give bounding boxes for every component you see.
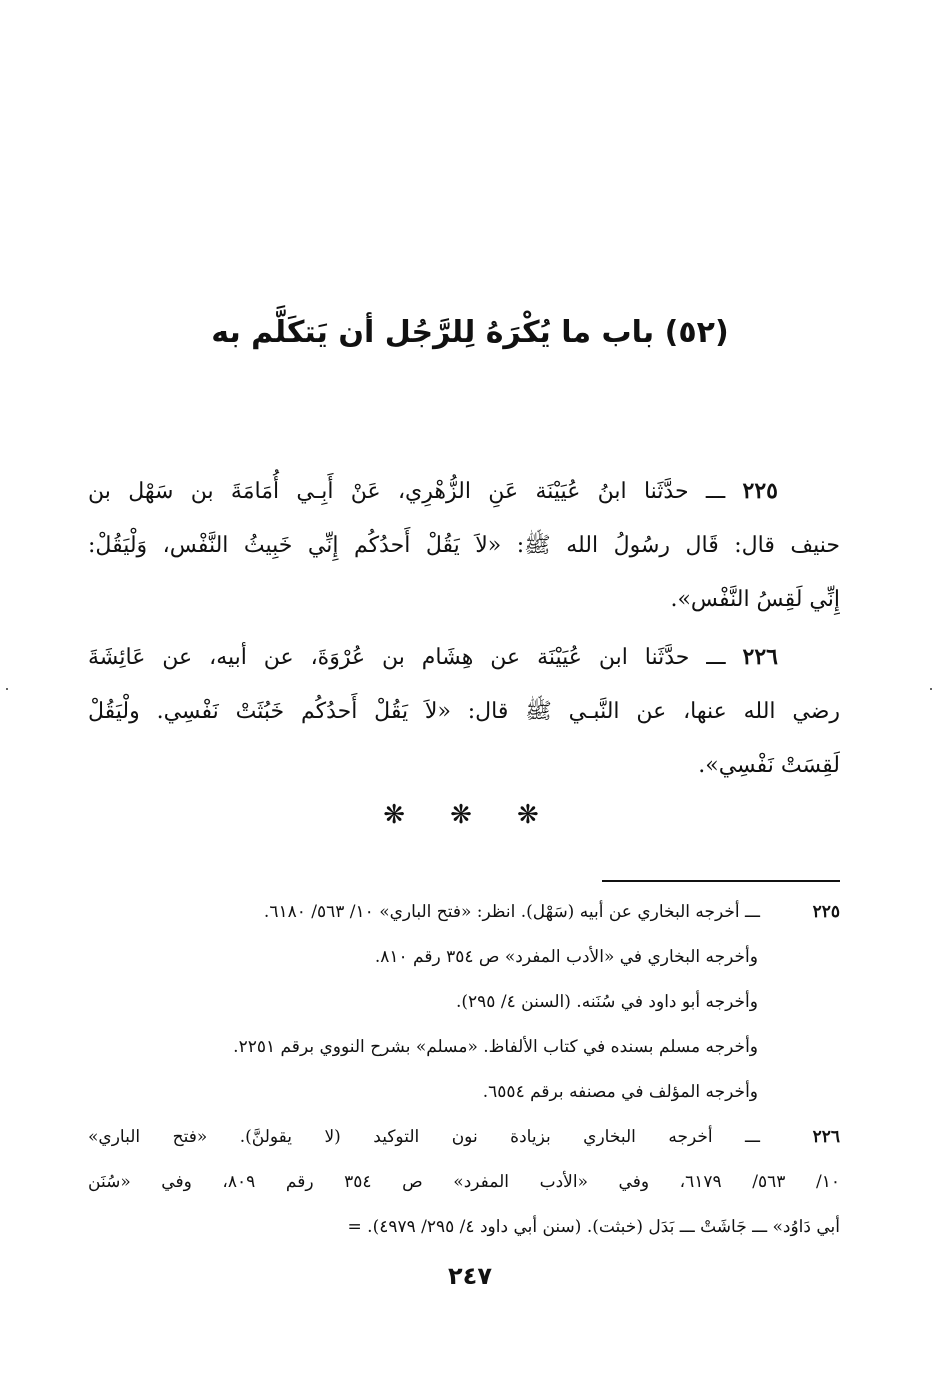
chapter-title: (٥٢) باب ما يُكْرَهُ لِلرَّجُل أن يَتكَلَّم به xyxy=(211,315,729,350)
footnote-line: ٢٢٥ـــ أخرجه البخاري عن أبيه (سَهْل). انظر: «فتح الباري» ١٠/ ٥٦٣/ ٦١٨٠. xyxy=(88,890,840,935)
margin-mark-left xyxy=(6,688,8,690)
hadith-226 xyxy=(88,630,840,793)
footnote-number: ٢٢٦ xyxy=(812,1127,840,1147)
hadith-line: حنيف قال: قَال رسُولُ الله ﷺ: «لاَ يَقُلْ أَحدُكُم إِنِّي خَبِيثُ النَّفْس، وَلْيَقُلْ: xyxy=(88,533,840,558)
hadith-line: لَقِسَتْ نَفْسِي». xyxy=(698,753,840,778)
hadith-number: ٢٢٦ xyxy=(742,644,778,670)
footnote-line: ٢٢٦ـــ أخرجه البخاري بزيادة نون التوكيد (لا يقولنَّ). «فتح الباري» xyxy=(88,1115,840,1160)
footnote-line: أبي دَاوُد» ـــ جَاشَتْ ـــ بَدَل (خبثت). (سنن أبي داود ٤/ ٢٩٥/ ٤٩٧٩). = xyxy=(347,1217,840,1237)
hadith-line: رضي الله عنها، عن النَّبـي ﷺ قال: «لاَ يَقُلْ أَحدُكُم خَبُثَتْ نَفْسِي. ولْيَقُلْ xyxy=(88,699,840,724)
section-separator: ❋ ❋ ❋ xyxy=(383,800,557,830)
page-number: ٢٤٧ xyxy=(448,1262,492,1290)
hadith-line: ٢٢٦ ـــ حدَّثَنا ابن عُيَيْنَة عن هِشَام بن عُرْوَةَ، عن أبيه، عن عَائِشَةَ xyxy=(88,644,778,670)
footnote-line: ١٠/ ٥٦٣/ ٦١٧٩، وفي «الأدب المفرد» ص ٣٥٤ رقم ٨٠٩، وفي «سُنَن xyxy=(88,1172,840,1192)
hadith-line: إِنِّي لَقِسُ النَّفْس». xyxy=(670,587,840,612)
footnote-number: ٢٢٥ xyxy=(812,902,840,922)
hadith-number: ٢٢٥ xyxy=(742,478,778,504)
footnote-line: وأخرجه مسلم بسنده في كتاب الألفاظ. «مسلم» بشرح النووي برقم ٢٢٥١. xyxy=(233,1037,758,1057)
footnote-line: وأخرجه البخاري في «الأدب المفرد» ص ٣٥٤ رقم ٨١٠. xyxy=(374,947,758,967)
footnotes xyxy=(88,890,840,1250)
footnote-line: وأخرجه أبو داود في سُنَنه. (السنن ٤/ ٢٩٥). xyxy=(455,992,758,1012)
margin-mark-right xyxy=(930,688,932,690)
hadith-line: ٢٢٥ ـــ حدَّثَنا ابنُ عُيَيْنَة عَنِ الزُّهْرِي، عَنْ أَبِـي أُمَامَةَ بن سَهْل بن xyxy=(88,478,778,504)
footnote-rule xyxy=(602,880,840,882)
footnote-line: وأخرجه المؤلف في مصنفه برقم ٦٥٥٤. xyxy=(482,1082,758,1102)
hadith-225 xyxy=(88,464,840,627)
